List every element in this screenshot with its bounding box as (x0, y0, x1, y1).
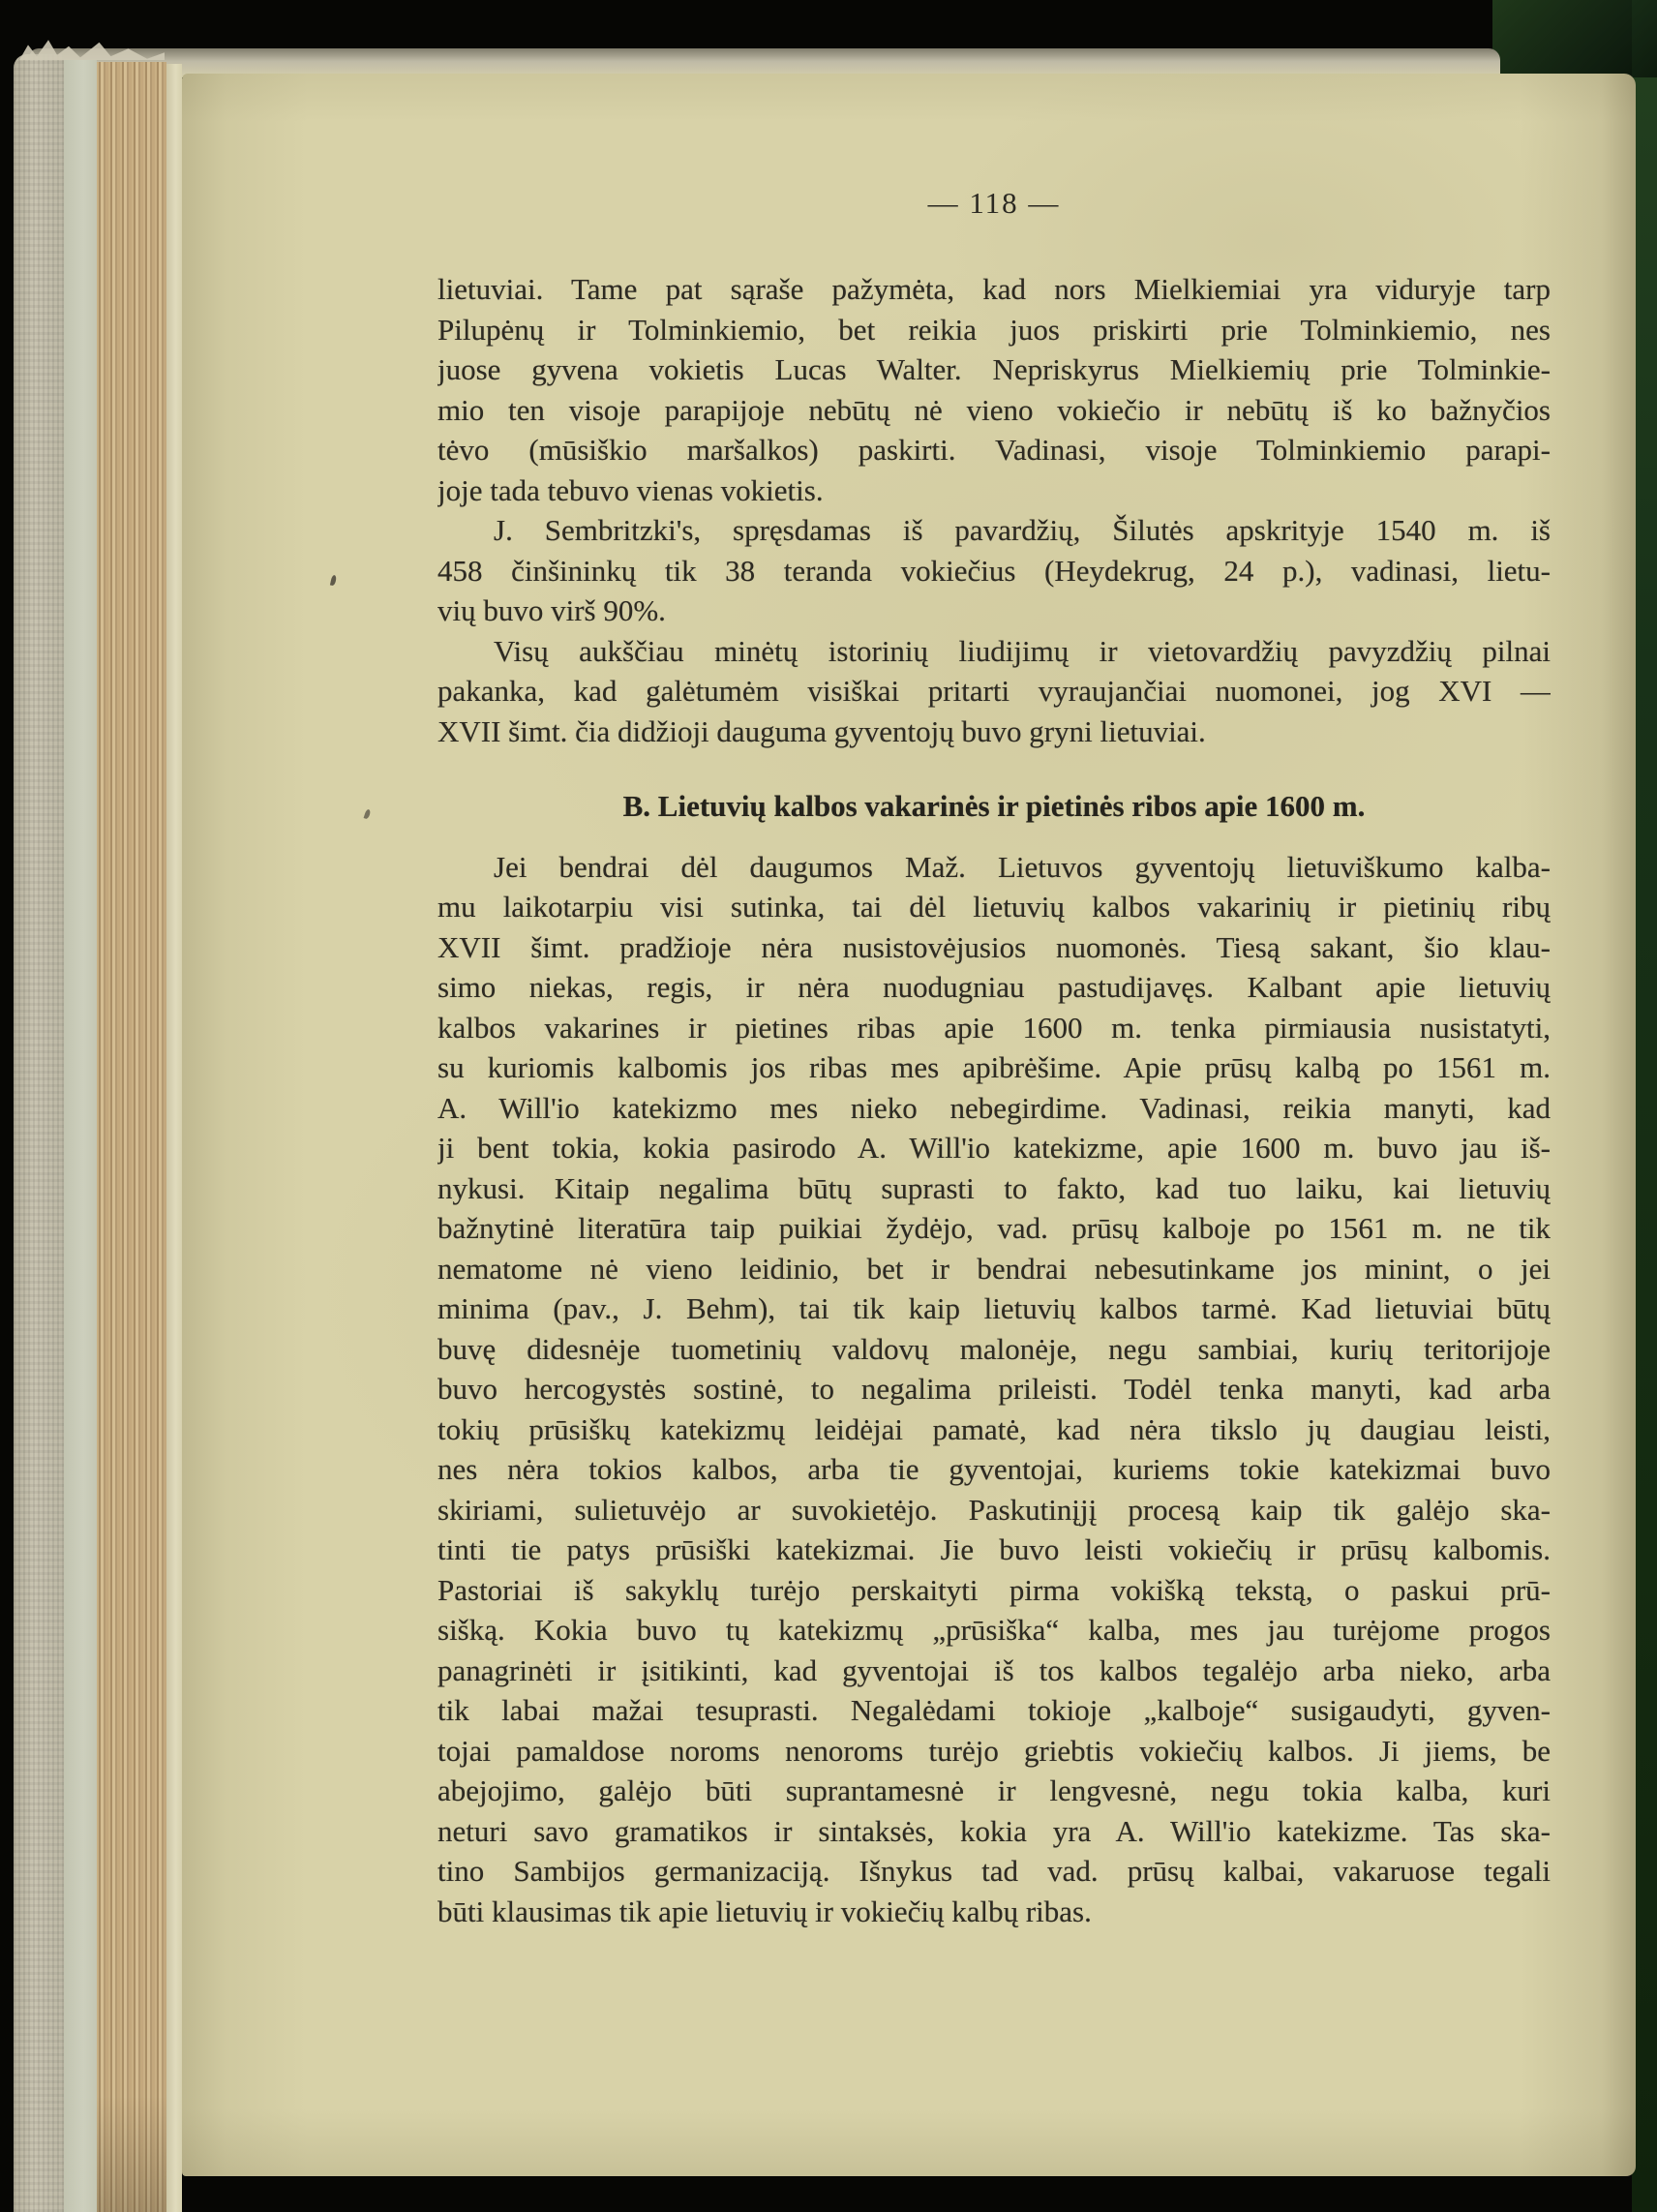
text-line: XVII šimt. čia didžioji dauguma gyventojų buvo gryni lietuviai. (437, 713, 1206, 748)
text-line: sišką. Kokia buvo tų katekizmų „prūsiška“ kalba, mes jau turėjome progos (437, 1613, 1551, 1647)
text-line: mio ten visoje parapijoje nebūtų nė vieno vokiečio ir nebūtų iš ko bažnyčios (437, 392, 1551, 427)
text-line: Visų aukščiau minėtų istorinių liudijimų ir vietovardžių pavyzdžių pilnai (494, 633, 1551, 668)
text-line: tinti tie patys prūsiški katekizmai. Jie buvo leisti vokiečių ir prūsų kalbomis. (437, 1532, 1551, 1566)
paragraph (437, 269, 1551, 510)
page-edge-highlight (166, 64, 182, 2212)
text-line: minima (pav., J. Behm), tai tik kaip lietuvių kalbos tarmė. Kad lietuviai būtų (437, 1291, 1551, 1325)
text-line: Pilupėnų ir Tolminkiemio, bet reikia juos priskirti prie Tolminkiemio, nes (437, 312, 1551, 347)
text-line: tojai pamaldose noroms nenoroms turėjo griebtis vokiečių kalbos. Ji jiems, be (437, 1733, 1551, 1768)
text-line: nykusi. Kitaip negalima būtų suprasti to fakto, kad tuo laiku, kai lietuvių (437, 1170, 1551, 1205)
text-line: bažnytinė literatūra taip puikiai žydėjo, vad. prūsų kalboje po 1561 m. ne tik (437, 1211, 1551, 1245)
text-line: neturi savo gramatikos ir sintaksės, kokia yra A. Will'io katekizme. Tas ska- (437, 1813, 1551, 1848)
text-line: 458 činšininkų tik 38 teranda vokiečius (Heydekrug, 24 p.), vadinasi, lietu- (437, 553, 1551, 588)
text-line: A. Will'io katekizmo mes nieko nebegirdime. Vadinasi, reikia manyti, kad (437, 1090, 1551, 1125)
section-heading: B. Lietuvių kalbos vakarinės ir pietinės ribos apie 1600 m. (622, 789, 1366, 823)
text-line: buvę didesnėje tuometinių valdovų malonėje, negu sambiai, kurių teritorijoje (437, 1331, 1551, 1366)
text-line: Jei bendrai dėl daugumos Maž. Lietuvos gyventojų lietuviškumo kalba- (494, 849, 1551, 884)
text-line: nematome nė vieno leidinio, bet ir bendrai nebesutinkame jos minint, o jei (437, 1251, 1551, 1286)
text-line: kalbos vakarines ir pietines ribas apie 1600 m. tenka pirmiausia nusistatyti, (437, 1010, 1551, 1045)
text-line: simo niekas, regis, ir nėra nuodugniau pastudijavęs. Kalbant apie lietuvių (437, 970, 1551, 1004)
paragraph (437, 847, 1551, 1932)
text-line: ji bent tokia, kokia pasirodo A. Will'io katekizme, apie 1600 m. buvo jau iš- (437, 1131, 1551, 1165)
top-right-cover-corner (1492, 0, 1657, 77)
paragraph (437, 631, 1551, 752)
text-line: tokių prūsiškų katekizmų leidėjai pamatė, kad nėra tikslo jų daugiau leisti, (437, 1411, 1551, 1446)
text-line: tėvo (mūsiškio maršalkos) paskirti. Vadinasi, visoje Tolminkiemio parapi- (437, 433, 1551, 467)
text-line: pakanka, kad galėtumėm visiškai pritarti vyraujančiai nuomonei, jog XVI — (437, 674, 1551, 708)
text-line: J. Sembritzki's, spręsdamas iš pavardžių, Šilutės apskrityje 1540 m. iš (494, 513, 1551, 547)
text-line: mu laikotarpiu visi sutinka, tai dėl lietuvių kalbos vakarinių ir pietinių ribų (437, 890, 1551, 924)
text-block (437, 269, 1551, 1931)
endpaper-edge (64, 60, 97, 2212)
page-number: — 118 — (927, 186, 1061, 220)
text-line: XVII šimt. pradžioje nėra nusistovėjusios nuomonės. Tiesą sakant, šio klau- (437, 929, 1551, 964)
text-line: panagrinėti ir įsitikinti, kad gyventojai iš tos kalbos tegalėjo arba nieko, arba (437, 1652, 1551, 1687)
text-line: juose gyvena vokietis Lucas Walter. Nepriskyrus Mielkiemių prie Tolminkie- (437, 352, 1551, 386)
text-line: joje tada tebuvo vienas vokietis. (437, 472, 824, 507)
text-line: lietuviai. Tame pat sąraše pažymėta, kad nors Mielkiemiai yra viduryje tarp (437, 272, 1551, 306)
text-line: vių buvo virš 90%. (437, 593, 666, 627)
page-edge-stack (97, 62, 166, 2212)
text-line: su kuriomis kalbomis jos ribas mes apibrėšime. Apie prūsų kalbą po 1561 m. (437, 1050, 1551, 1084)
cover-cloth-edge (14, 54, 64, 2212)
text-line: tino Sambijos germanizaciją. Išnykus tad vad. prūsų kalbai, vakaruose tegali (437, 1854, 1551, 1888)
text-line: būti klausimas tik apie lietuvių ir vokiečių kalbų ribas. (437, 1894, 1092, 1928)
text-line: abejojimo, galėjo būti suprantamesnė ir lengvesnė, negu tokia kalba, kuri (437, 1773, 1551, 1807)
text-line: buvo hercogystės sostinė, to negalima prileisti. Todėl tenka manyti, kad arba (437, 1372, 1551, 1406)
paragraph (437, 510, 1551, 631)
text-line: nes nėra tokios kalbos, arba tie gyventojai, kuriems tokie katekizmai buvo (437, 1452, 1551, 1486)
text-line: Pastoriai iš sakyklų turėjo perskaityti pirma vokišką tekstą, o paskui prū- (437, 1572, 1551, 1607)
text-line: tik labai mažai tesuprasti. Negalėdami tokioje „kalboje“ susigaudyti, gyven- (437, 1693, 1551, 1727)
text-line: skiriami, sulietuvėjo ar suvokietėjo. Paskutinįjį procesą kaip tik galėjo ska- (437, 1492, 1551, 1527)
